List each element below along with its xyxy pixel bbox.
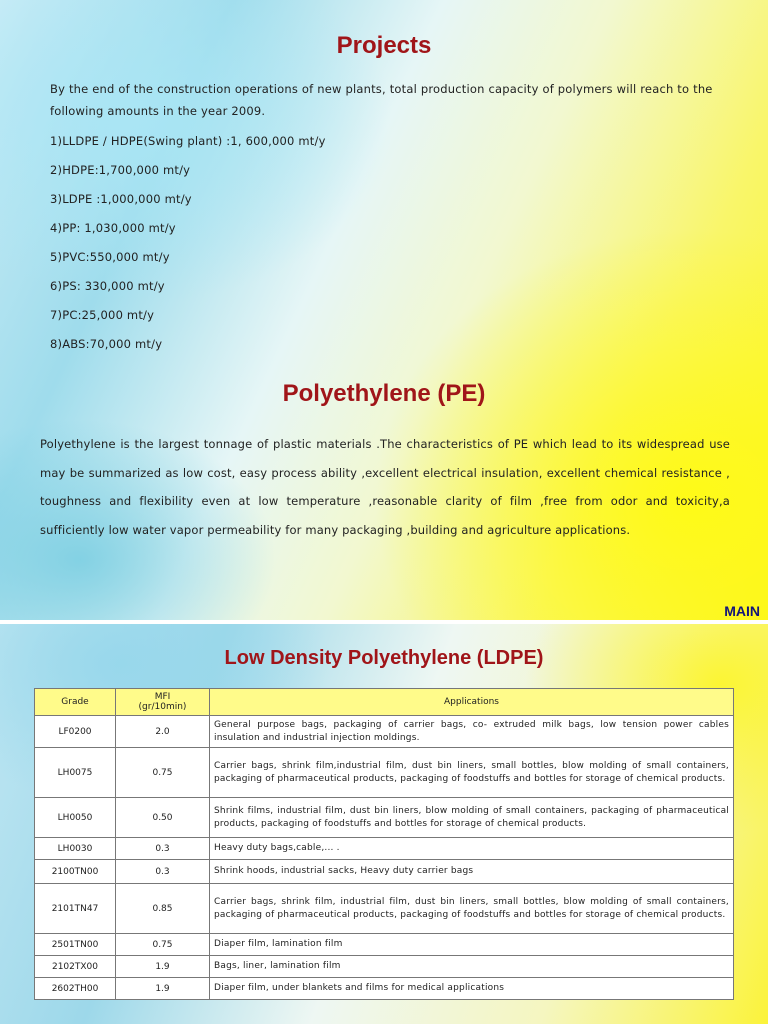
applications-cell: Diaper film, lamination film <box>210 934 734 956</box>
grade-cell: LH0075 <box>35 748 116 798</box>
pe-description: Polyethylene is the largest tonnage of plastic materials .The characteristics of PE which lead to its widespread use may be summarized as low cost, easy process ability ,excellent electrical insulation, excellent chemical resistance , toughness and flexibility even at low temperature ,reasonable clarity of film ,free from odor and toxicity,a sufficiently low water vapor permeability for many packaging ,building and agriculture applications. <box>40 437 730 537</box>
ldpe-title: Low Density Polyethylene (LDPE) <box>224 647 544 669</box>
applications-cell: Carrier bags, shrink film, industrial film, dust bin liners, small bottles, blow molding of small containers, packaging of pharmaceutical products, packaging of foodstuffs and bottles for storage of chemical products. <box>210 884 734 934</box>
grade-header: Grade <box>35 689 116 716</box>
applications-cell: General purpose bags, packaging of carrier bags, co- extruded milk bags, low tension power cables insulation and industrial injection moldings. <box>210 716 734 748</box>
table-row <box>35 860 734 884</box>
mfi-cell: 0.3 <box>116 838 210 860</box>
applications-cell: Shrink films, industrial film, dust bin liners, blow molding of small containers, packaging of pharmaceutical products, packaging of foodstuffs and bottles for storage of chemical products. <box>210 798 734 838</box>
table-row <box>35 798 734 838</box>
projects-title: Projects <box>336 32 432 59</box>
applications-cell: Shrink hoods, industrial sacks, Heavy duty carrier bags <box>210 860 734 884</box>
mfi-cell: 2.0 <box>116 716 210 748</box>
mfi-cell: 0.3 <box>116 860 210 884</box>
grade-cell: 2102TX00 <box>35 956 116 978</box>
table-row <box>35 748 734 798</box>
capacity-item: 8)ABS:70,000 mt/y <box>50 337 163 351</box>
grade-cell: 2100TN00 <box>35 860 116 884</box>
applications-cell: Carrier bags, shrink film,industrial film, dust bin liners, small bottles, blow molding of small containers, packaging of pharmaceutical products, packaging of foodstuffs and bottles for storage of chemical products. <box>210 748 734 798</box>
ldpe-slide <box>0 624 768 1024</box>
mfi-cell: 1.9 <box>116 978 210 1000</box>
grade-cell: 2501TN00 <box>35 934 116 956</box>
table-row <box>35 884 734 934</box>
table-row <box>35 978 734 1000</box>
pe-title: Polyethylene (PE) <box>282 380 486 407</box>
mfi-cell: 0.75 <box>116 748 210 798</box>
mfi-header-label: MFI <box>154 692 171 702</box>
capacity-item: 6)PS: 330,000 mt/y <box>50 279 165 293</box>
mfi-cell: 0.75 <box>116 934 210 956</box>
capacity-item: 1)LLDPE / HDPE(Swing plant) :1, 600,000 mt/y <box>50 134 326 148</box>
table-row <box>35 956 734 978</box>
table-row <box>35 716 734 748</box>
applications-cell: Heavy duty bags,cable,... . <box>210 838 734 860</box>
grade-cell: LH0050 <box>35 798 116 838</box>
table-row <box>35 934 734 956</box>
table-row <box>35 838 734 860</box>
applications-cell: Bags, liner, lamination film <box>210 956 734 978</box>
applications-header: Applications <box>210 689 734 716</box>
main-link[interactable]: MAIN <box>724 603 760 619</box>
mfi-cell: 0.85 <box>116 884 210 934</box>
mfi-cell: 1.9 <box>116 956 210 978</box>
capacity-item: 7)PC:25,000 mt/y <box>50 308 155 322</box>
table-header-row <box>35 689 734 716</box>
ldpe-grades-table <box>34 688 734 1000</box>
mfi-cell: 0.50 <box>116 798 210 838</box>
capacity-item: 4)PP: 1,030,000 mt/y <box>50 221 176 235</box>
mfi-header-unit: (gr/10min) <box>138 702 187 712</box>
mfi-header <box>116 689 210 716</box>
grade-cell: LF0200 <box>35 716 116 748</box>
grade-cell: 2602TH00 <box>35 978 116 1000</box>
grade-cell: 2101TN47 <box>35 884 116 934</box>
grade-cell: LH0030 <box>35 838 116 860</box>
capacity-item: 5)PVC:550,000 mt/y <box>50 250 170 264</box>
capacity-item: 3)LDPE :1,000,000 mt/y <box>50 192 192 206</box>
applications-cell: Diaper film, under blankets and films for medical applications <box>210 978 734 1000</box>
intro-paragraph: By the end of the construction operations of new plants, total production capacity of polymers will reach to the following amounts in the year 2009. <box>50 82 713 118</box>
capacity-item: 2)HDPE:1,700,000 mt/y <box>50 163 191 177</box>
